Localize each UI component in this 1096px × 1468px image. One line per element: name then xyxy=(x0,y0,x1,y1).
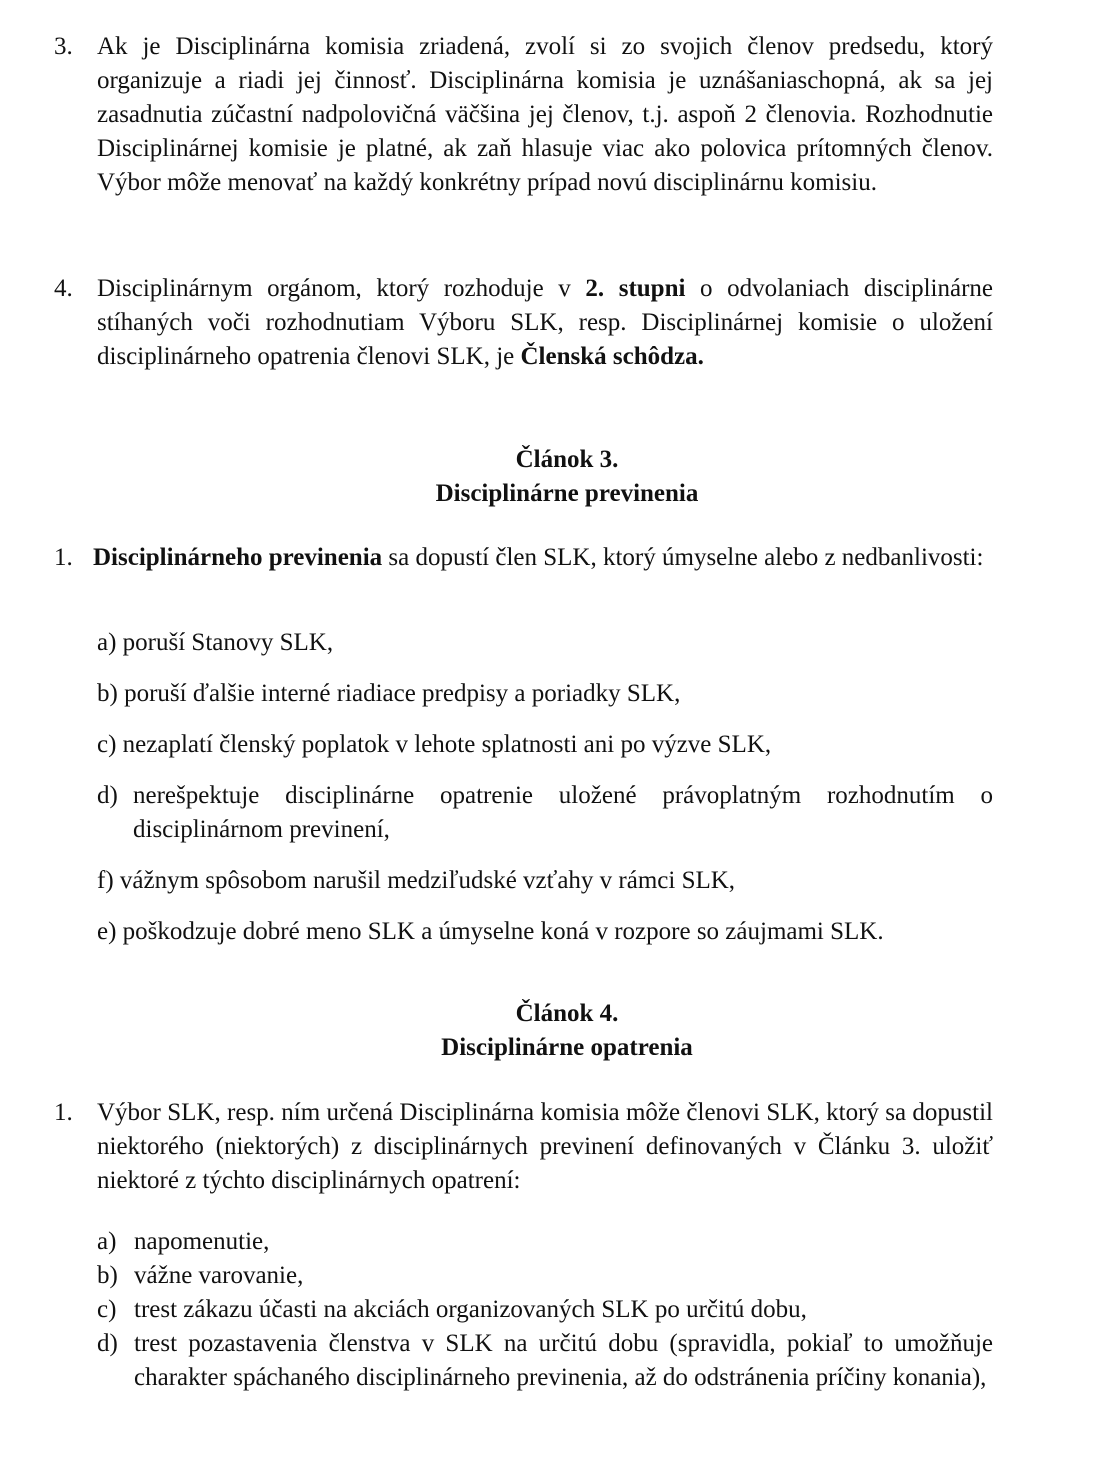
article-4-item-1-number: 1. xyxy=(54,1099,73,1126)
article-3-subitem-d-text xyxy=(133,779,993,847)
article-3-item-1-number: 1. xyxy=(54,544,73,571)
measure-a-text: napomenutie, xyxy=(134,1228,270,1255)
measure-b-text: vážne varovanie, xyxy=(134,1262,304,1289)
item-3-text: Ak je Disciplinárna komisia zriadená, zvolí si zo svojich členov predsedu, ktorý organizuje a riadi jej činnosť. Disciplinárna komisia je uznášaniaschopná, ak sa jej zasadnutia zúčastní nadpolovičná väčšina jej členov, t.j. aspoň 2 členovia. Rozhodnutie Disciplinárnej komisie je platné, ak zaň hlasuje viac ako polovica prítomných členov. Výbor môže menovať na každý konkrétny prípad novú disciplinárnu komisiu. xyxy=(97,33,993,196)
article-4-item-1-text: Výbor SLK, resp. ním určená Disciplinárna komisia môže členovi SLK, ktorý sa dopustil niektorého (niektorých) z disciplinárnych previnení definovaných v Článku 3. uložiť niektoré z týchto disciplinárnych opatrení: xyxy=(97,1099,993,1194)
article-4-subtitle: Disciplinárne opatrenia xyxy=(441,1034,693,1061)
item-4-bold-assembly: Členská schôdza. xyxy=(520,343,704,370)
article-3-subtitle: Disciplinárne previnenia xyxy=(435,480,699,507)
item-4-number: 4. xyxy=(54,275,73,302)
item-4-text-before: Disciplinárnym orgánom, ktorý rozhoduje v xyxy=(97,275,586,302)
item-4-paragraph xyxy=(97,272,993,374)
item-4-text-middle: o odvolaniach disciplinárne stíhaných voči rozhodnutiam Výboru SLK, resp. Disciplinárnej komisie o uložení disciplinárneho opatrenia členovi SLK, je xyxy=(97,275,994,370)
measure-b-label: b) xyxy=(97,1262,118,1289)
article-3-item-1-rest: sa dopustí člen SLK, ktorý úmyselne alebo z nedbanlivosti: xyxy=(382,544,984,571)
measure-d-label: d) xyxy=(97,1330,118,1357)
article-3-subitem-f: f) vážnym spôsobom narušil medziľudské vzťahy v rámci SLK, xyxy=(97,867,736,894)
article-3-subitem-b: b) poruší ďalšie interné riadiace predpisy a poriadky SLK, xyxy=(97,680,681,707)
article-3-title: Článok 3. xyxy=(515,446,619,473)
measure-c-text: trest zákazu účasti na akciách organizovaných SLK po určitú dobu, xyxy=(134,1296,807,1323)
item-4-bold-stage: 2. stupni xyxy=(585,275,686,302)
item-3-number: 3. xyxy=(54,33,73,60)
measure-a-label: a) xyxy=(97,1228,117,1255)
article-3-subitem-d-label: d) xyxy=(97,782,118,809)
measure-d-text: trest pozastavenia členstva v SLK na určitú dobu (spravidla, pokiaľ to umožňuje charakter spáchaného disciplinárneho previnenia, až do odstránenia príčiny konania), xyxy=(134,1330,993,1391)
article-3-subitem-c: c) nezaplatí členský poplatok v lehote splatnosti ani po výzve SLK, xyxy=(97,731,772,758)
article-3-subitem-a: a) poruší Stanovy SLK, xyxy=(97,629,334,656)
article-3-item-1-bold: Disciplinárneho previnenia xyxy=(93,544,383,571)
article-3-subitem-d-body: nerešpektuje disciplinárne opatrenie uložené právoplatným rozhodnutím o disciplinárnom previnení, xyxy=(133,782,993,843)
article-4-title: Článok 4. xyxy=(515,1000,619,1027)
measure-c-label: c) xyxy=(97,1296,117,1323)
article-3-subitem-e: e) poškodzuje dobré meno SLK a úmyselne koná v rozpore so záujmami SLK. xyxy=(97,918,884,945)
article-3-item-1-text xyxy=(93,541,993,575)
